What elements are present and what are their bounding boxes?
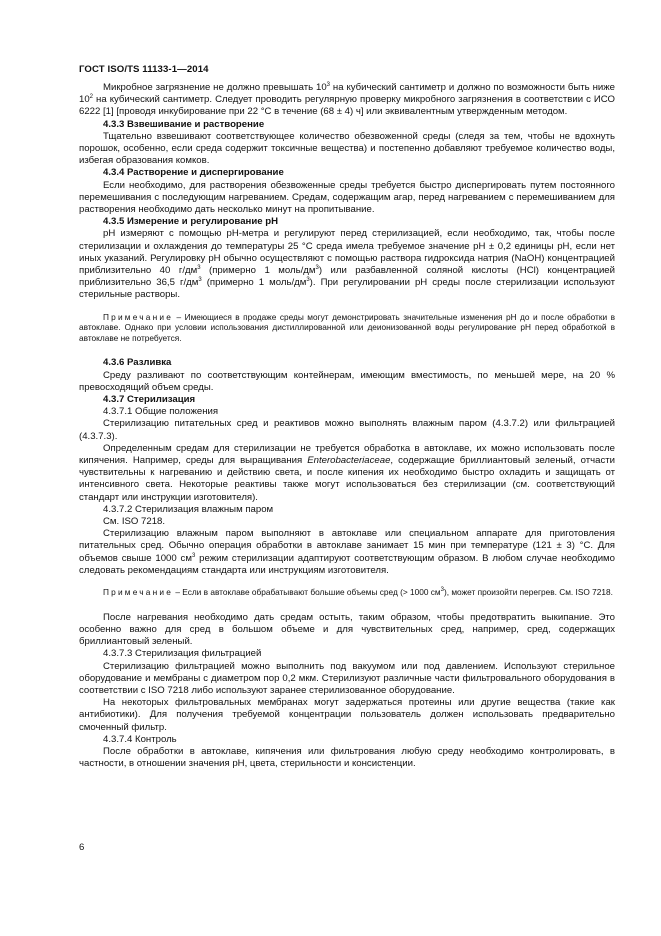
paragraph-dissolving: Если необходимо, для растворения обезвоженные среды требуется быстро диспергировать путем постоянного перемешивания с последующим нагреванием. Средам, содержащим агар, перед нагреванием с перемешиванием для растворения необходимо дать несколько минут на пропитывание. (79, 179, 615, 216)
text: ) или разбавленной соляной кислоты (HCl) концентрацией приблизительно 36,5 г/дм (79, 265, 615, 289)
note-text: – Имеющиеся в продаже среды могут демонстрировать значительные изменения рН до и после обработки в автоклаве. Однако при условии использования дистиллированной или деионизованной воды регулирование рН перед обработкой в автоклаве не потребуется. (79, 311, 615, 343)
document-body (79, 82, 615, 770)
superscript: 3 (191, 552, 196, 559)
superscript: 3 (198, 277, 202, 284)
text: на кубический сантиметр и должно по возможности быть ниже 10 (79, 82, 615, 106)
paragraph-sterilization-methods: Стерилизацию питательных сред и реактивов можно выполнять влажным паром (4.3.7.2) или фильтрацией (4.3.7.3). (79, 418, 615, 442)
subheading-4-3-7-2: 4.3.7.2 Стерилизация влажным паром (103, 503, 274, 515)
paragraph-weighing: Тщательно взвешивают соответствующее количество обезвоженной среды (следя за тем, чтобы не вдохнуть порошок, особенно, если среда содержит токсичные вещества) и постепенно добавляют требуемое количество воды, избегая образования комков. (79, 130, 615, 167)
heading-4-3-6: 4.3.6 Разливка (103, 357, 172, 369)
text: ). При регулировании рН среды после стерилизации используют стерильные растворы. (79, 277, 615, 301)
paragraph-control: После обработки в автоклаве, кипячения или фильтрования любую среду необходимо контролировать, в частности, в отношении значения рН, цвета, стерильности и консистенции. (79, 745, 615, 770)
text: Определенным средам для стерилизации не требуется обработка в автоклаве, их можно использовать после кипячения. Например, среды для выращивания (79, 442, 615, 467)
note-label: Примечание (103, 587, 174, 598)
paragraph-cooling: После нагревания необходимо дать средам остыть, таким образом, чтобы предотвратить выкипание. Это особенно важно для сред в большом объеме и для чувствительных сред, например, сред, содержащих бриллиантовый зеленый. (79, 611, 615, 648)
paragraph-membranes: На некоторых фильтровальных мембранах могут задержаться протеины или другие вещества (такие как антибиотики). Для получения требуемой концентрации пользователь должен использовать предварительно смоченный фильтр. (79, 697, 615, 733)
superscript: 3 (315, 264, 319, 271)
note-ph (79, 312, 615, 344)
superscript: 3 (197, 264, 201, 271)
paragraph-contamination (79, 82, 615, 119)
subheading-4-3-7-4: 4.3.7.4 Контроль (103, 733, 177, 745)
heading-4-3-5: 4.3.5 Измерение и регулирование рН (103, 216, 279, 228)
superscript: 3 (440, 587, 444, 594)
standard-code: ГОСТ ISO/TS 11133-1—2014 (79, 64, 209, 75)
text: Стерилизацию влажным паром выполняют в автоклаве или специальном аппарате для приготовления питательных сред. Обычно операция обработки в автоклаве занимает 15 мин при температуре (121 ± 3) °С. Для объемов свыше 1000 см (79, 528, 615, 564)
paragraph-boiling (79, 443, 615, 504)
spacer (79, 302, 615, 312)
subheading-4-3-7-3: 4.3.7.3 Стерилизация фильтрацией (103, 648, 262, 660)
text: Микробное загрязнение не должно превышать 10 (103, 82, 327, 93)
spacer (79, 577, 615, 587)
text: (примерно 1 моль/дм (201, 277, 307, 289)
reference: См. ISO 7218. (103, 516, 166, 528)
paragraph-filtration: Стерилизацию фильтрацией можно выполнить под вакуумом или под давлением. Используют стерильное оборудование и мембраны с диаметром пор 0,2 мкм. Стерилизуют различные части фильтровального оборудования в соответствии с ISO 7218 либо используют заранее стерилизованное оборудование. (79, 660, 615, 696)
superscript: 2 (89, 94, 94, 101)
note-text: ), может произойти перегрев. См. ISO 7218. (443, 587, 613, 598)
note-text: – Если в автоклаве обрабатывают большие объемы сред (> 1000 см (173, 587, 441, 598)
text: (примерно 1 моль/дм (200, 265, 316, 277)
heading-4-3-3: 4.3.3 Взвешивание и растворение (103, 118, 265, 130)
subheading-4-3-7-1: 4.3.7.1 Общие положения (103, 406, 219, 418)
note-label: Примечание (103, 311, 174, 322)
paragraph-dispensing: Среду разливают по соответствующим контейнерам, имеющим вместимость, по меньшей мере, на 20 % превосходящий объем среды. (79, 369, 615, 393)
heading-4-3-4: 4.3.4 Растворение и диспергирование (103, 167, 284, 179)
text: рН измеряют с помощью рН-метра и регулируют перед стерилизацией, если необходимо, так, чтобы после стерилизации и охлаждения до температуры 25 °C среда имела требуемое значение рН ± 0,2 единицы рН, если нет иных указаний. Регулировку рН обычно осуществляют с помощью раствора гидроксида натрия (NaOH) концентрацией приблизительно 40 г/дм (79, 228, 615, 277)
paragraph-ph (79, 228, 615, 301)
text: на кубический сантиметр. Следует проводить регулярную проверку микробного загрязнения в соответствии с ИСО 6222 [1] [проводя инкубирование при 22 °С в течение (68 ± 4) ч] или эквивалентным утвержденным методом. (79, 94, 615, 118)
spacer (79, 343, 615, 357)
text: , содержащие бриллиантовый зеленый, отчасти чувствительны к нагреванию и действию света, и после кипения их необходимо быстро охладить и защищать от интенсивного света. Некоторые реактивы также могут использоваться без стерилизации (см. соответствующий стандарт или инструкции изготовителя). (79, 455, 615, 503)
italic-term: Enterobacteriaceae (307, 455, 391, 467)
paragraph-steam (79, 528, 615, 577)
page-number: 6 (79, 842, 85, 853)
text: режим стерилизации адаптируют соответствующим образом. В любом случае необходимо следовать рекомендациям стандарта или инструкциям изготовителя. (79, 552, 615, 576)
superscript: 3 (326, 81, 331, 88)
note-overheating (79, 587, 615, 598)
superscript: 3 (306, 277, 310, 284)
spacer (79, 598, 615, 612)
heading-4-3-7: 4.3.7 Стерилизация (103, 394, 196, 406)
